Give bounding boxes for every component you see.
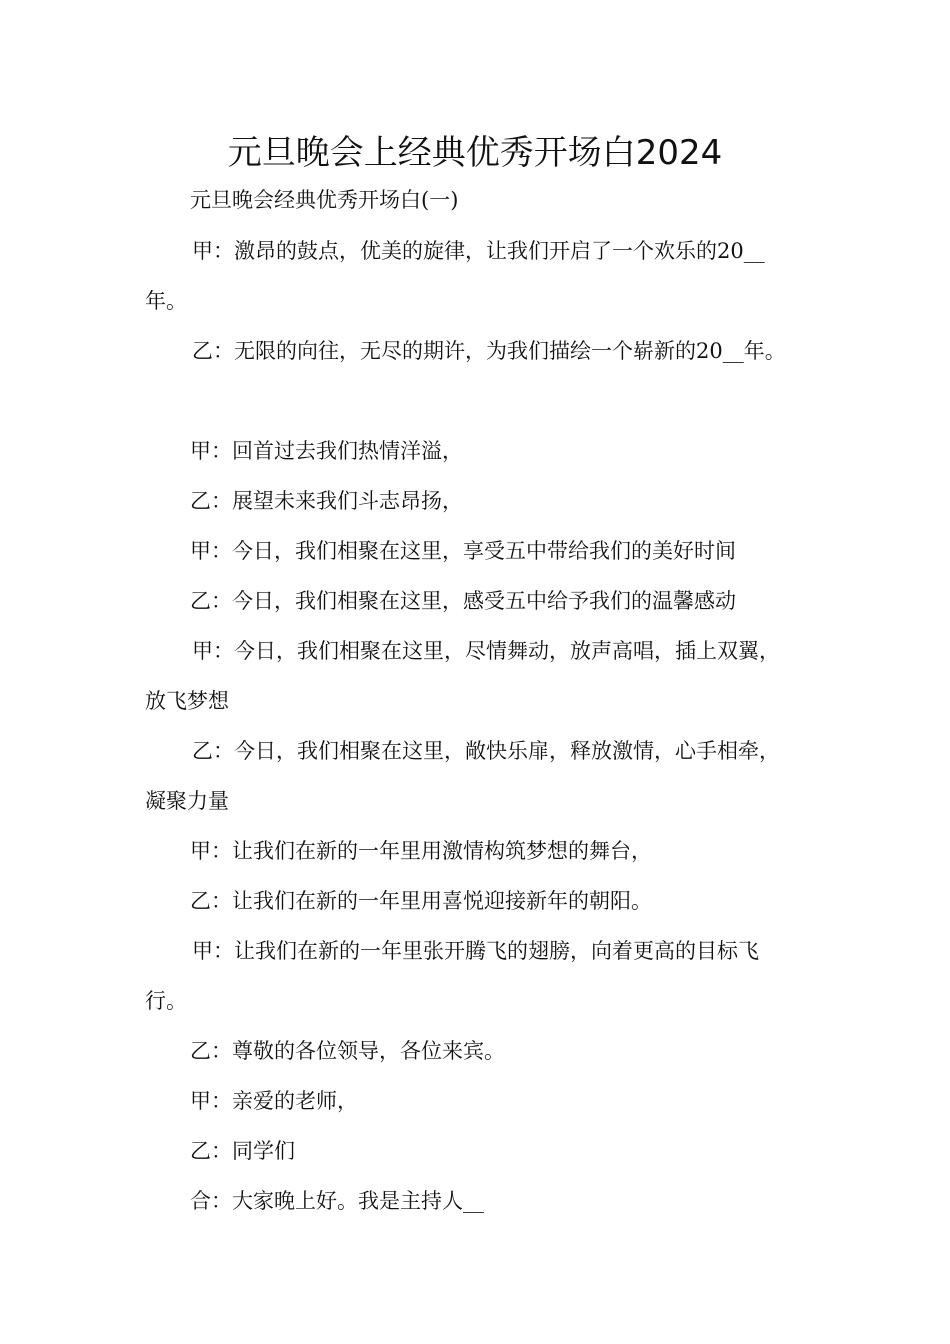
paragraph-line: 乙：让我们在新的一年里用喜悦迎接新年的朝阳。 (190, 889, 652, 913)
paragraph-line: 放飞梦想 (145, 689, 229, 713)
paragraph-line: 乙：今日，我们相聚在这里，感受五中给予我们的温馨感动 (190, 589, 736, 613)
paragraph-line: 甲：让我们在新的一年里张开腾飞的翅膀，向着更高的目标飞 (192, 939, 759, 963)
paragraph-line: 甲：激昂的鼓点，优美的旋律，让我们开启了一个欢乐的20__ (192, 239, 765, 263)
paragraph-line: 凝聚力量 (145, 789, 229, 813)
paragraph-line: 乙：展望未来我们斗志昂扬， (190, 489, 463, 513)
paragraph-line: 合：大家晚上好。我是主持人__ (190, 1189, 484, 1213)
paragraph-line: 行。 (145, 989, 187, 1013)
paragraph-line: 乙：同学们 (190, 1139, 295, 1163)
paragraph-line: 乙：无限的向往，无尽的期许，为我们描绘一个崭新的20__年。 (192, 339, 786, 363)
paragraph-line: 乙：尊敬的各位领导，各位来宾。 (190, 1039, 505, 1063)
section-subtitle: 元旦晚会经典优秀开场白(一) (190, 188, 459, 212)
paragraph-line: 年。 (145, 289, 187, 313)
paragraph-line: 甲：让我们在新的一年里用激情构筑梦想的舞台， (190, 839, 652, 863)
paragraph-line: 甲：今日，我们相聚在这里，享受五中带给我们的美好时间 (190, 539, 736, 563)
paragraph-line: 乙：今日，我们相聚在这里，敞快乐扉，释放激情，心手相牵， (192, 739, 780, 763)
paragraph-line: 甲：今日，我们相聚在这里，尽情舞动，放声高唱，插上双翼， (192, 639, 780, 663)
document-title: 元旦晚会上经典优秀开场白2024 (227, 133, 723, 173)
paragraph-line: 甲：回首过去我们热情洋溢， (190, 439, 463, 463)
paragraph-line: 甲：亲爱的老师， (190, 1089, 358, 1113)
